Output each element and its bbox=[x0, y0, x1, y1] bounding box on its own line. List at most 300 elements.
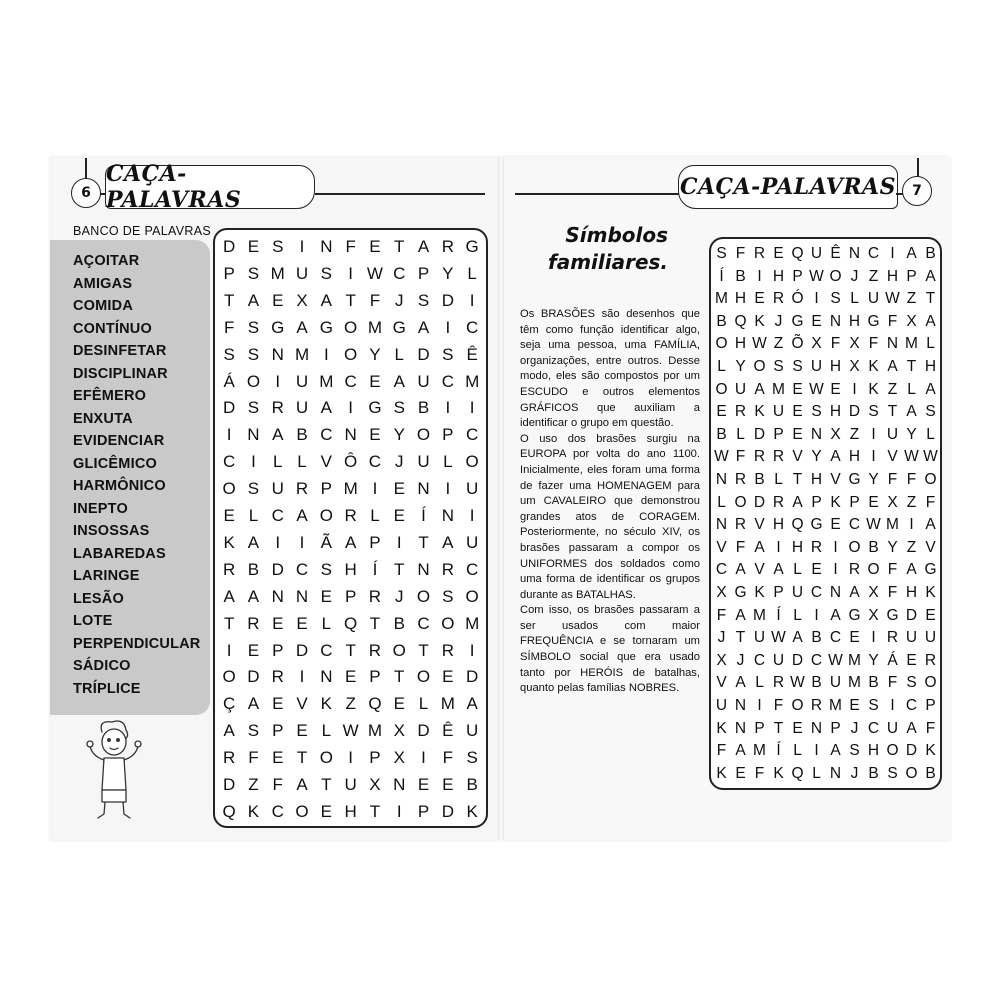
grid-letter: G bbox=[886, 606, 899, 624]
grid-letter: A bbox=[849, 584, 860, 601]
grid-letter: V bbox=[830, 471, 841, 488]
grid-letter: N bbox=[810, 425, 823, 443]
grid-letter: T bbox=[394, 237, 405, 256]
grid-letter: A bbox=[247, 532, 260, 552]
header-rule bbox=[315, 193, 485, 195]
grid-letter: N bbox=[417, 479, 430, 499]
grid-letter: V bbox=[716, 538, 727, 556]
grid-letter: I bbox=[469, 290, 475, 310]
grid-letter: L bbox=[321, 721, 332, 741]
grid-letter: K bbox=[925, 742, 936, 760]
grid-letter: N bbox=[320, 667, 333, 687]
grid-letter: A bbox=[466, 694, 478, 714]
grid-letter: Y bbox=[906, 425, 917, 443]
grid-letter: S bbox=[716, 245, 727, 262]
grid-letter: F bbox=[735, 448, 746, 466]
grid-letter: F bbox=[830, 335, 841, 353]
grid-letter: X bbox=[906, 312, 917, 330]
word-bank-item: LARINGE bbox=[73, 568, 140, 584]
grid-letter: I bbox=[299, 532, 305, 552]
body-text bbox=[520, 307, 700, 697]
grid-letter: N bbox=[734, 719, 747, 737]
grid-letter: X bbox=[369, 775, 381, 794]
grid-letter: R bbox=[441, 237, 454, 256]
section-heading bbox=[548, 222, 668, 276]
grid-letter: S bbox=[466, 748, 478, 768]
grid-letter: R bbox=[271, 398, 284, 418]
grid-letter: T bbox=[345, 640, 356, 660]
grid-letter: R bbox=[810, 538, 823, 556]
grid-letter: U bbox=[417, 371, 430, 391]
grid-letter: O bbox=[441, 613, 455, 633]
grid-letter: D bbox=[441, 801, 454, 821]
grid-letter: R bbox=[441, 640, 454, 660]
grid-letter: L bbox=[850, 290, 859, 308]
grid-letter: H bbox=[886, 267, 899, 285]
grid-letter: O bbox=[344, 344, 358, 364]
grid-letter: N bbox=[829, 584, 842, 601]
word-bank-item: INEPTO bbox=[73, 500, 128, 517]
grid-letter: E bbox=[417, 775, 430, 794]
grid-letter: A bbox=[906, 403, 917, 421]
grid-letter: W bbox=[828, 651, 843, 669]
grid-letter: I bbox=[323, 344, 329, 364]
grid-letter: T bbox=[369, 613, 381, 633]
grid-letter: K bbox=[716, 764, 727, 782]
grid-letter: B bbox=[716, 425, 727, 443]
grid-letter: F bbox=[773, 697, 784, 714]
grid-letter: O bbox=[848, 538, 861, 556]
grid-letter: B bbox=[925, 245, 936, 262]
grid-letter: G bbox=[271, 317, 285, 337]
grid-letter: U bbox=[886, 719, 899, 737]
word-bank-item: DISCIPLINAR bbox=[73, 365, 168, 382]
grid-letter: M bbox=[848, 674, 861, 692]
grid-letter: R bbox=[886, 629, 899, 647]
grid-row bbox=[711, 311, 940, 334]
grid-letter: T bbox=[321, 775, 332, 794]
grid-letter: Y bbox=[393, 425, 405, 445]
grid-letter: N bbox=[715, 516, 728, 534]
grid-letter: P bbox=[417, 801, 430, 821]
grid-letter: A bbox=[830, 606, 841, 624]
grid-letter: H bbox=[734, 290, 747, 308]
grid-letter: L bbox=[793, 606, 802, 624]
grid-letter: D bbox=[466, 667, 479, 687]
grid-letter: J bbox=[850, 267, 859, 285]
grid-letter: V bbox=[754, 561, 765, 579]
grid-letter: B bbox=[296, 425, 308, 445]
grid-letter: P bbox=[906, 267, 917, 285]
mascot-illustration bbox=[84, 718, 144, 826]
grid-letter: P bbox=[830, 719, 841, 737]
word-bank-item: AÇOITAR bbox=[73, 253, 140, 269]
grid-letter: B bbox=[716, 312, 727, 330]
grid-letter: K bbox=[868, 358, 879, 375]
grid-letter: Y bbox=[868, 471, 879, 488]
grid-letter: E bbox=[849, 697, 860, 714]
grid-letter: F bbox=[735, 245, 746, 262]
grid-letter: K bbox=[925, 584, 936, 601]
grid-letter: I bbox=[445, 398, 451, 418]
grid-letter: A bbox=[735, 742, 746, 760]
grid-letter: E bbox=[272, 290, 284, 310]
word-bank-item: SÁDICO bbox=[73, 658, 131, 674]
grid-letter: L bbox=[717, 493, 726, 511]
grid-letter: G bbox=[848, 606, 861, 624]
grid-letter: C bbox=[368, 452, 382, 472]
grid-letter: S bbox=[811, 403, 822, 421]
grid-letter: F bbox=[887, 471, 898, 488]
grid-letter: I bbox=[251, 452, 256, 472]
grid-letter: E bbox=[272, 613, 284, 633]
grid-letter: J bbox=[717, 629, 726, 647]
heading-line: Símbolos bbox=[565, 223, 668, 247]
grid-row bbox=[215, 234, 486, 261]
grid-letter: I bbox=[421, 748, 426, 768]
grid-letter: E bbox=[393, 694, 405, 714]
grid-letter: C bbox=[867, 245, 880, 262]
grid-row bbox=[711, 672, 940, 695]
grid-letter: S bbox=[925, 403, 936, 421]
grid-letter: S bbox=[849, 742, 860, 760]
grid-letter: A bbox=[773, 561, 784, 579]
word-bank-item: ENXUTA bbox=[73, 410, 133, 427]
grid-letter: D bbox=[753, 493, 766, 511]
grid-letter: K bbox=[754, 403, 765, 421]
grid-letter: G bbox=[368, 398, 382, 418]
grid-letter: Í bbox=[776, 742, 781, 760]
grid-letter: X bbox=[868, 606, 879, 624]
grid-letter: Á bbox=[223, 371, 235, 391]
grid-letter: A bbox=[792, 629, 803, 647]
grid-letter: F bbox=[248, 748, 259, 768]
grid-letter: R bbox=[441, 559, 454, 579]
grid-letter: G bbox=[734, 584, 747, 601]
grid-letter: F bbox=[442, 748, 454, 768]
header-rule bbox=[515, 193, 680, 195]
grid-letter: S bbox=[442, 344, 454, 364]
grid-letter: K bbox=[830, 493, 841, 511]
grid-letter: Z bbox=[345, 694, 356, 714]
paragraph: Os BRASÕES são desenhos que têm como função identificar algo, seja uma pessoa, uma FAMÍLIA, organizações, entre outros. Desse modo, eles são compostos por um ESCUDO e outros elementos GRÁFICOS que auxiliam a identificar o grupo em questão. bbox=[520, 308, 700, 430]
grid-letter: P bbox=[223, 263, 235, 283]
grid-letter: C bbox=[867, 719, 880, 737]
grid-letter: I bbox=[814, 290, 819, 308]
grid-letter: H bbox=[867, 742, 880, 760]
grid-row bbox=[711, 492, 940, 515]
grid-letter: O bbox=[734, 493, 747, 511]
grid-letter: D bbox=[441, 290, 454, 310]
grid-letter: S bbox=[247, 398, 260, 418]
grid-letter: I bbox=[776, 538, 781, 556]
grid-letter: O bbox=[319, 748, 333, 768]
grid-letter: R bbox=[368, 586, 382, 606]
grid-letter: L bbox=[467, 263, 477, 283]
grid-letter: O bbox=[246, 371, 261, 391]
grid-letter: Q bbox=[368, 694, 382, 714]
grid-letter: X bbox=[716, 651, 727, 669]
grid-letter: Y bbox=[735, 358, 746, 375]
grid-letter: Q bbox=[791, 764, 804, 782]
grid-row bbox=[711, 605, 940, 628]
grid-letter: P bbox=[773, 584, 784, 601]
grid-letter: I bbox=[909, 516, 914, 534]
grid-letter: A bbox=[393, 371, 405, 391]
grid-letter: I bbox=[275, 532, 281, 552]
grid-letter: I bbox=[445, 317, 451, 337]
grid-letter: V bbox=[754, 516, 765, 534]
grid-letter: T bbox=[394, 559, 405, 579]
word-bank-item: INSOSSAS bbox=[73, 523, 150, 539]
grid-letter: A bbox=[887, 358, 898, 375]
grid-letter: A bbox=[735, 561, 746, 579]
grid-letter: M bbox=[465, 371, 480, 391]
grid-letter: F bbox=[925, 719, 936, 737]
grid-letter: F bbox=[345, 237, 356, 256]
grid-letter: A bbox=[320, 398, 332, 418]
word-bank-item: AMIGAS bbox=[73, 275, 133, 292]
grid-letter: Z bbox=[906, 538, 917, 556]
grid-letter: M bbox=[753, 606, 766, 624]
grid-letter: I bbox=[871, 629, 876, 647]
grid-row bbox=[711, 446, 940, 469]
grid-letter: L bbox=[926, 425, 935, 443]
grid-letter: M bbox=[848, 651, 861, 669]
word-bank-item: EVIDENCIAR bbox=[73, 433, 165, 449]
grid-letter: U bbox=[886, 425, 899, 443]
grid-letter: A bbox=[344, 532, 357, 552]
grid-letter: N bbox=[829, 312, 842, 330]
grid-letter: U bbox=[924, 629, 937, 647]
grid-letter: L bbox=[774, 471, 783, 488]
grid-letter: L bbox=[321, 613, 332, 633]
grid-letter: U bbox=[344, 775, 357, 794]
grid-letter: I bbox=[469, 398, 475, 418]
grid-letter: I bbox=[871, 425, 876, 443]
grid-letter: M bbox=[829, 697, 842, 714]
grid-letter: O bbox=[867, 561, 880, 579]
grid-letter: S bbox=[247, 263, 260, 283]
grid-row bbox=[215, 476, 486, 503]
page-title: CAÇA-PALAVRAS bbox=[678, 165, 898, 209]
grid-letter: T bbox=[773, 719, 784, 737]
grid-letter: D bbox=[271, 559, 284, 579]
grid-letter: L bbox=[394, 344, 404, 364]
grid-letter: C bbox=[271, 506, 284, 525]
grid-letter: E bbox=[442, 775, 454, 794]
grid-letter: U bbox=[295, 398, 309, 418]
grid-letter: A bbox=[417, 317, 430, 337]
grid-letter: D bbox=[905, 742, 918, 760]
grid-letter: U bbox=[829, 674, 842, 692]
grid-letter: X bbox=[830, 425, 841, 443]
grid-letter: I bbox=[814, 606, 819, 624]
grid-letter: W bbox=[809, 267, 824, 285]
grid-letter: X bbox=[296, 290, 308, 310]
grid-letter: W bbox=[885, 290, 900, 308]
grid-letter: H bbox=[848, 448, 861, 466]
grid-letter: G bbox=[392, 317, 406, 337]
grid-letter: L bbox=[273, 452, 283, 472]
grid-letter: S bbox=[442, 586, 454, 606]
grid-letter: M bbox=[465, 613, 480, 633]
grid-letter: D bbox=[417, 344, 430, 364]
word-bank-item: CONTÍNUO bbox=[73, 320, 152, 337]
grid-letter: N bbox=[417, 559, 430, 579]
grid-letter: N bbox=[441, 506, 454, 525]
grid-letter: M bbox=[319, 371, 334, 391]
grid-letter: C bbox=[223, 452, 236, 472]
page-number: 7 bbox=[902, 176, 932, 206]
grid-row bbox=[711, 469, 940, 492]
grid-letter: E bbox=[247, 237, 260, 256]
grid-row bbox=[215, 772, 486, 799]
grid-letter: A bbox=[247, 586, 260, 606]
grid-letter: W bbox=[904, 448, 919, 466]
grid-letter: I bbox=[348, 263, 354, 283]
grid-letter: Á bbox=[887, 651, 898, 669]
grid-letter: T bbox=[296, 748, 308, 768]
grid-letter: A bbox=[272, 425, 284, 445]
grid-row bbox=[711, 582, 940, 605]
grid-row bbox=[215, 342, 486, 369]
grid-letter: C bbox=[829, 629, 842, 647]
grid-letter: V bbox=[925, 538, 936, 556]
grid-letter: C bbox=[271, 801, 284, 821]
grid-letter: E bbox=[868, 493, 879, 511]
word-bank-item: GLICÊMICO bbox=[73, 455, 157, 472]
grid-letter: G bbox=[791, 312, 804, 330]
grid-letter: F bbox=[716, 606, 727, 624]
grid-letter: Z bbox=[906, 290, 917, 308]
grid-row bbox=[711, 740, 940, 763]
grid-letter: O bbox=[465, 586, 479, 606]
grid-letter: A bbox=[735, 674, 746, 692]
grid-letter: A bbox=[925, 380, 936, 398]
grid-letter: T bbox=[369, 801, 381, 821]
grid-letter: S bbox=[417, 290, 430, 310]
grid-row bbox=[215, 638, 486, 665]
grid-letter: S bbox=[320, 263, 332, 283]
grid-letter: Ô bbox=[344, 452, 358, 472]
grid-letter: X bbox=[868, 584, 879, 601]
paragraph: Com isso, os brasões passaram a ser usados com maior FREQUÊNCIA e se tornaram um SÍMBOLO social que era usado tanto por HERÓIS de batalhas, quanto pelas famílias NOBRES. bbox=[520, 604, 700, 695]
grid-row bbox=[215, 503, 486, 530]
grid-letter: H bbox=[829, 358, 842, 375]
grid-letter: N bbox=[320, 237, 333, 256]
grid-letter: F bbox=[887, 561, 898, 579]
grid-letter: A bbox=[792, 493, 803, 511]
grid-letter: C bbox=[810, 584, 823, 601]
grid-letter: W bbox=[366, 263, 383, 283]
grid-letter: B bbox=[868, 674, 879, 692]
grid-row bbox=[711, 288, 940, 311]
grid-letter: I bbox=[890, 245, 895, 262]
heading-line: familiares. bbox=[548, 250, 669, 274]
grid-letter: L bbox=[370, 506, 380, 525]
grid-letter: I bbox=[833, 561, 838, 579]
grid-letter: O bbox=[715, 380, 728, 398]
grid-letter: T bbox=[792, 471, 803, 488]
grid-row bbox=[711, 243, 940, 266]
grid-letter: E bbox=[320, 586, 332, 606]
grid-letter: J bbox=[394, 586, 404, 606]
grid-row bbox=[215, 799, 486, 826]
grid-letter: S bbox=[393, 398, 405, 418]
grid-letter: T bbox=[418, 640, 429, 660]
grid-row bbox=[711, 401, 940, 424]
grid-letter: E bbox=[296, 721, 308, 741]
grid-letter: A bbox=[906, 719, 917, 737]
word-bank-item: LABAREDAS bbox=[73, 545, 166, 562]
grid-letter: D bbox=[848, 403, 861, 421]
grid-letter: A bbox=[830, 742, 841, 760]
word-bank-item: COMIDA bbox=[73, 298, 134, 314]
grid-letter: E bbox=[811, 312, 822, 330]
grid-letter: Q bbox=[791, 245, 804, 262]
grid-letter: U bbox=[753, 629, 766, 647]
grid-letter: Í bbox=[421, 506, 426, 525]
grid-letter: L bbox=[793, 561, 802, 579]
book-spine bbox=[498, 157, 504, 840]
grid-letter: E bbox=[830, 516, 841, 534]
grid-letter: S bbox=[868, 403, 879, 421]
grid-letter: C bbox=[393, 263, 406, 283]
grid-letter: N bbox=[829, 764, 842, 782]
grid-letter: I bbox=[299, 237, 305, 256]
grid-letter: Z bbox=[248, 775, 259, 794]
grid-letter: I bbox=[348, 748, 354, 768]
grid-letter: X bbox=[849, 335, 860, 353]
grid-letter: R bbox=[772, 674, 785, 692]
grid-letter: E bbox=[369, 371, 381, 391]
grid-letter: X bbox=[393, 748, 405, 768]
grid-letter: R bbox=[772, 493, 785, 511]
grid-letter: C bbox=[810, 651, 823, 669]
grid-letter: I bbox=[372, 479, 378, 499]
grid-letter: K bbox=[773, 764, 784, 782]
grid-letter: P bbox=[369, 667, 381, 687]
grid-letter: T bbox=[394, 667, 405, 687]
grid-letter: O bbox=[416, 667, 431, 687]
grid-row bbox=[215, 395, 486, 422]
grid-letter: A bbox=[442, 532, 454, 552]
grid-letter: S bbox=[247, 479, 260, 499]
grid-letter: A bbox=[754, 380, 765, 398]
grid-letter: W bbox=[752, 335, 767, 353]
grid-letter: N bbox=[271, 586, 284, 606]
grid-letter: A bbox=[754, 538, 765, 556]
grid-letter: I bbox=[275, 371, 281, 391]
grid-row bbox=[711, 627, 940, 650]
grid-row bbox=[711, 266, 940, 289]
grid-letter: T bbox=[906, 358, 917, 375]
grid-letter: D bbox=[295, 640, 309, 660]
grid-letter: E bbox=[849, 629, 860, 647]
grid-letter: M bbox=[440, 694, 455, 714]
grid-letter: F bbox=[925, 493, 936, 511]
word-bank-list bbox=[73, 250, 200, 700]
grid-letter: N bbox=[393, 775, 406, 794]
grid-letter: M bbox=[753, 742, 766, 760]
grid-row bbox=[215, 584, 486, 611]
grid-letter: W bbox=[923, 448, 938, 466]
grid-letter: U bbox=[810, 245, 823, 262]
grid-letter: A bbox=[296, 775, 308, 794]
grid-letter: R bbox=[734, 403, 747, 421]
grid-letter: P bbox=[320, 479, 332, 499]
